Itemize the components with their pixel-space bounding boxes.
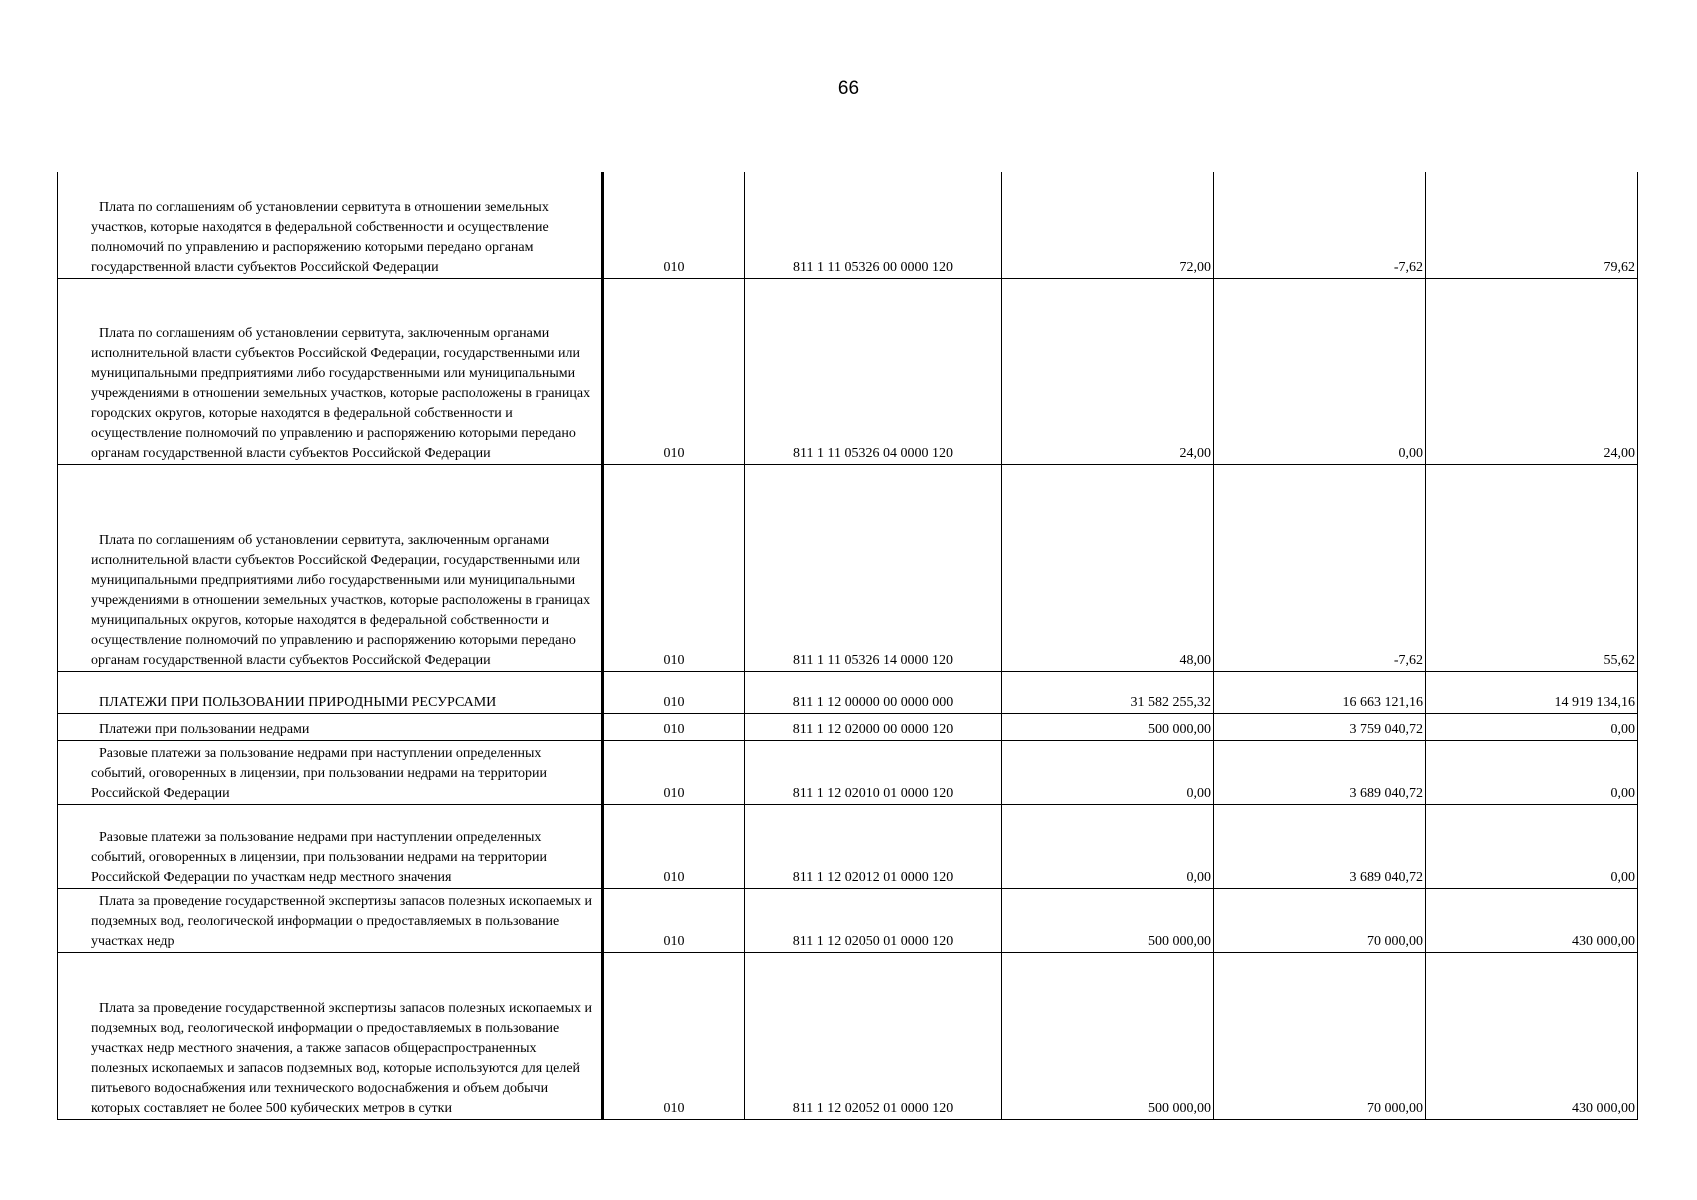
row-name: Плата за проведение государственной экспертизы запасов полезных ископаемых и подземных вод, геологической информации о предоставляемых в пользование участках недр местного значения, а также запасов общераспространенных полезных ископаемых и запасов подземных вод, которые используются для целей питьевого водоснабжения или технического водоснабжения и объем добычи которых составляет не более 500 кубических метров в сутки: [58, 952, 603, 1119]
row-value-3: 24,00: [1426, 278, 1638, 464]
row-value-3: 430 000,00: [1426, 888, 1638, 952]
table-row: [58, 952, 1638, 1119]
row-code: 010: [603, 888, 745, 952]
row-value-1: 0,00: [1002, 740, 1214, 804]
row-value-3: 0,00: [1426, 713, 1638, 740]
row-value-2: 0,00: [1214, 278, 1426, 464]
row-name: ПЛАТЕЖИ ПРИ ПОЛЬЗОВАНИИ ПРИРОДНЫМИ РЕСУРСАМИ: [58, 671, 603, 713]
row-value-2: -7,62: [1214, 464, 1426, 671]
table-row: [58, 713, 1638, 740]
row-name: Разовые платежи за пользование недрами при наступлении определенных событий, оговоренных в лицензии, при пользовании недрами на территории Российской Федерации по участкам недр местного значения: [58, 804, 603, 888]
row-value-3: 14 919 134,16: [1426, 671, 1638, 713]
row-kbk: 811 1 11 05326 00 0000 120: [745, 172, 1002, 278]
table-row: [58, 671, 1638, 713]
row-kbk: 811 1 12 02010 01 0000 120: [745, 740, 1002, 804]
row-value-3: 0,00: [1426, 804, 1638, 888]
row-value-1: 24,00: [1002, 278, 1214, 464]
row-kbk: 811 1 11 05326 14 0000 120: [745, 464, 1002, 671]
row-name: Платежи при пользовании недрами: [58, 713, 603, 740]
row-code: 010: [603, 713, 745, 740]
table-row: [58, 464, 1638, 671]
row-code: 010: [603, 671, 745, 713]
row-kbk: 811 1 12 00000 00 0000 000: [745, 671, 1002, 713]
table-row: [58, 740, 1638, 804]
row-code: 010: [603, 278, 745, 464]
row-code: 010: [603, 464, 745, 671]
row-value-3: 55,62: [1426, 464, 1638, 671]
row-kbk: 811 1 12 02052 01 0000 120: [745, 952, 1002, 1119]
budget-table: [57, 172, 1638, 1120]
row-value-1: 72,00: [1002, 172, 1214, 278]
table-row: [58, 172, 1638, 278]
row-code: 010: [603, 172, 745, 278]
row-value-2: 3 759 040,72: [1214, 713, 1426, 740]
row-value-2: 70 000,00: [1214, 888, 1426, 952]
row-value-2: 16 663 121,16: [1214, 671, 1426, 713]
row-name: Плата по соглашениям об установлении сервитута, заключенным органами исполнительной власти субъектов Российской Федерации, государственными или муниципальными предприятиями либо государственными или муниципальными учреждениями в отношении земельных участков, которые расположены в границах городских округов, которые находятся в федеральной собственности и осуществление полномочий по управлению и распоряжению которыми передано органам государственной власти субъектов Российской Федерации: [58, 278, 603, 464]
row-value-1: 48,00: [1002, 464, 1214, 671]
row-value-1: 500 000,00: [1002, 952, 1214, 1119]
row-code: 010: [603, 740, 745, 804]
row-kbk: 811 1 12 02050 01 0000 120: [745, 888, 1002, 952]
page-number: 66: [837, 78, 860, 99]
row-value-3: 0,00: [1426, 740, 1638, 804]
row-value-2: 3 689 040,72: [1214, 804, 1426, 888]
table-row: [58, 804, 1638, 888]
row-code: 010: [603, 804, 745, 888]
row-value-1: 500 000,00: [1002, 888, 1214, 952]
row-kbk: 811 1 11 05326 04 0000 120: [745, 278, 1002, 464]
row-value-2: 3 689 040,72: [1214, 740, 1426, 804]
row-value-2: 70 000,00: [1214, 952, 1426, 1119]
row-value-1: 500 000,00: [1002, 713, 1214, 740]
row-value-3: 79,62: [1426, 172, 1638, 278]
table-row: [58, 278, 1638, 464]
row-kbk: 811 1 12 02012 01 0000 120: [745, 804, 1002, 888]
row-value-3: 430 000,00: [1426, 952, 1638, 1119]
row-name: Плата по соглашениям об установлении сервитута в отношении земельных участков, которые находятся в федеральной собственности и осуществление полномочий по управлению и распоряжению которыми передано органам государственной власти субъектов Российской Федерации: [58, 172, 603, 278]
row-code: 010: [603, 952, 745, 1119]
row-value-1: 0,00: [1002, 804, 1214, 888]
row-name: Плата по соглашениям об установлении сервитута, заключенным органами исполнительной власти субъектов Российской Федерации, государственными или муниципальными предприятиями либо государственными или муниципальными учреждениями в отношении земельных участков, которые расположены в границах муниципальных округов, которые находятся в федеральной собственности и осуществление полномочий по управлению и распоряжению которыми передано органам государственной власти субъектов Российской Федерации: [58, 464, 603, 671]
table-row: [58, 888, 1638, 952]
row-value-1: 31 582 255,32: [1002, 671, 1214, 713]
row-name: Плата за проведение государственной экспертизы запасов полезных ископаемых и подземных вод, геологической информации о предоставляемых в пользование участках недр: [58, 888, 603, 952]
row-name: Разовые платежи за пользование недрами при наступлении определенных событий, оговоренных в лицензии, при пользовании недрами на территории Российской Федерации: [58, 740, 603, 804]
row-value-2: -7,62: [1214, 172, 1426, 278]
row-kbk: 811 1 12 02000 00 0000 120: [745, 713, 1002, 740]
